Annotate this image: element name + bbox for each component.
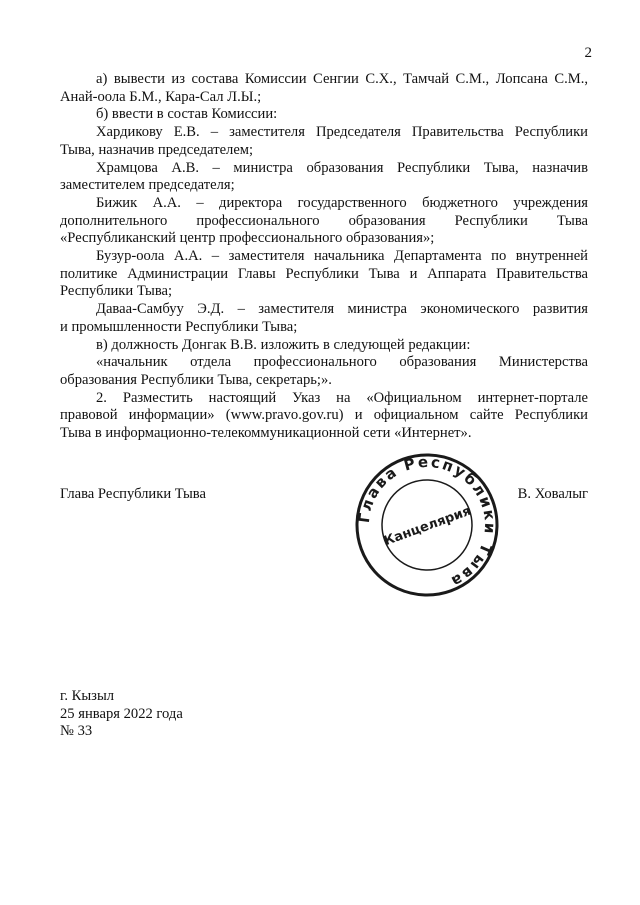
decree-paragraph bbox=[60, 390, 588, 443]
paragraph-line: Бузур-оола А.А. – заместителя начальника Департамента по внутренней bbox=[96, 248, 588, 265]
decree-paragraph bbox=[60, 337, 588, 355]
decree-paragraph bbox=[60, 71, 588, 106]
paragraph-line: Тыва, назначив председателем; bbox=[60, 141, 254, 158]
decree-paragraph bbox=[60, 160, 588, 195]
stamp-center-text: Канцелярия bbox=[381, 503, 474, 550]
paragraph-line: б) ввести в состав Комиссии: bbox=[96, 106, 278, 123]
paragraph-line: а) вывести из состава Комиссии Сенгии С.Х., Тамчай С.М., Лопсана С.М., bbox=[96, 71, 588, 87]
decree-paragraph bbox=[60, 195, 588, 248]
signatory-position: Глава Республики Тыва bbox=[60, 486, 206, 502]
decree-paragraph bbox=[60, 124, 588, 159]
decree-paragraph bbox=[60, 301, 588, 336]
page-number: 2 bbox=[584, 45, 592, 61]
paragraph-line: Тыва в информационно-телекоммуникационной сети «Интернет». bbox=[60, 425, 472, 442]
paragraph-line: Даваа-Самбуу Э.Д. – заместителя министра экономического развития bbox=[96, 301, 588, 318]
paragraph-line: политике Администрации Главы Республики Тыва и Аппарата Правительства bbox=[60, 265, 588, 282]
issue-city: г. Кызыл bbox=[60, 688, 115, 704]
paragraph-line: 2. Разместить настоящий Указ на «Официальном интернет-портале bbox=[96, 389, 588, 406]
signatory-name: В. Ховалыг bbox=[517, 486, 588, 502]
paragraph-line: заместителем председателя; bbox=[60, 177, 235, 194]
paragraph-line: в) должность Донгак В.В. изложить в следующей редакции: bbox=[96, 336, 471, 353]
paragraph-line: Республики Тыва; bbox=[60, 283, 173, 300]
official-stamp bbox=[352, 450, 502, 600]
paragraph-line: Храмцова А.В. – министра образования Республики Тыва, назначив bbox=[96, 159, 588, 176]
paragraph-line: образования Республики Тыва, секретарь;». bbox=[60, 371, 332, 388]
decree-paragraph bbox=[60, 248, 588, 301]
paragraph-line: «начальник отдела профессионального образования Министерства bbox=[96, 354, 588, 371]
paragraph-line: Анай-оола Б.М., Кара-Сал Л.Ы.; bbox=[60, 88, 262, 105]
decree-paragraph bbox=[60, 106, 588, 124]
document-number: № 33 bbox=[60, 723, 93, 740]
paragraph-line: правовой информации» (www.pravo.gov.ru) и официальном сайте Республики bbox=[60, 407, 588, 424]
document-footer bbox=[60, 688, 183, 741]
issue-date: 25 января 2022 года bbox=[60, 705, 183, 722]
paragraph-line: Хардикову Е.В. – заместителя Председателя Правительства Республики bbox=[96, 124, 588, 141]
paragraph-line: Бижик А.А. – директора государственного бюджетного учреждения bbox=[96, 194, 588, 211]
decree-paragraph bbox=[60, 354, 588, 389]
decree-body bbox=[60, 71, 588, 443]
stamp-outer-text: Глава Республики Тыва bbox=[354, 452, 500, 592]
paragraph-line: дополнительного профессионального образования Республики Тыва bbox=[60, 212, 588, 229]
paragraph-line: «Республиканский центр профессионального образования»; bbox=[60, 230, 435, 247]
paragraph-line: и промышленности Республики Тыва; bbox=[60, 318, 298, 335]
